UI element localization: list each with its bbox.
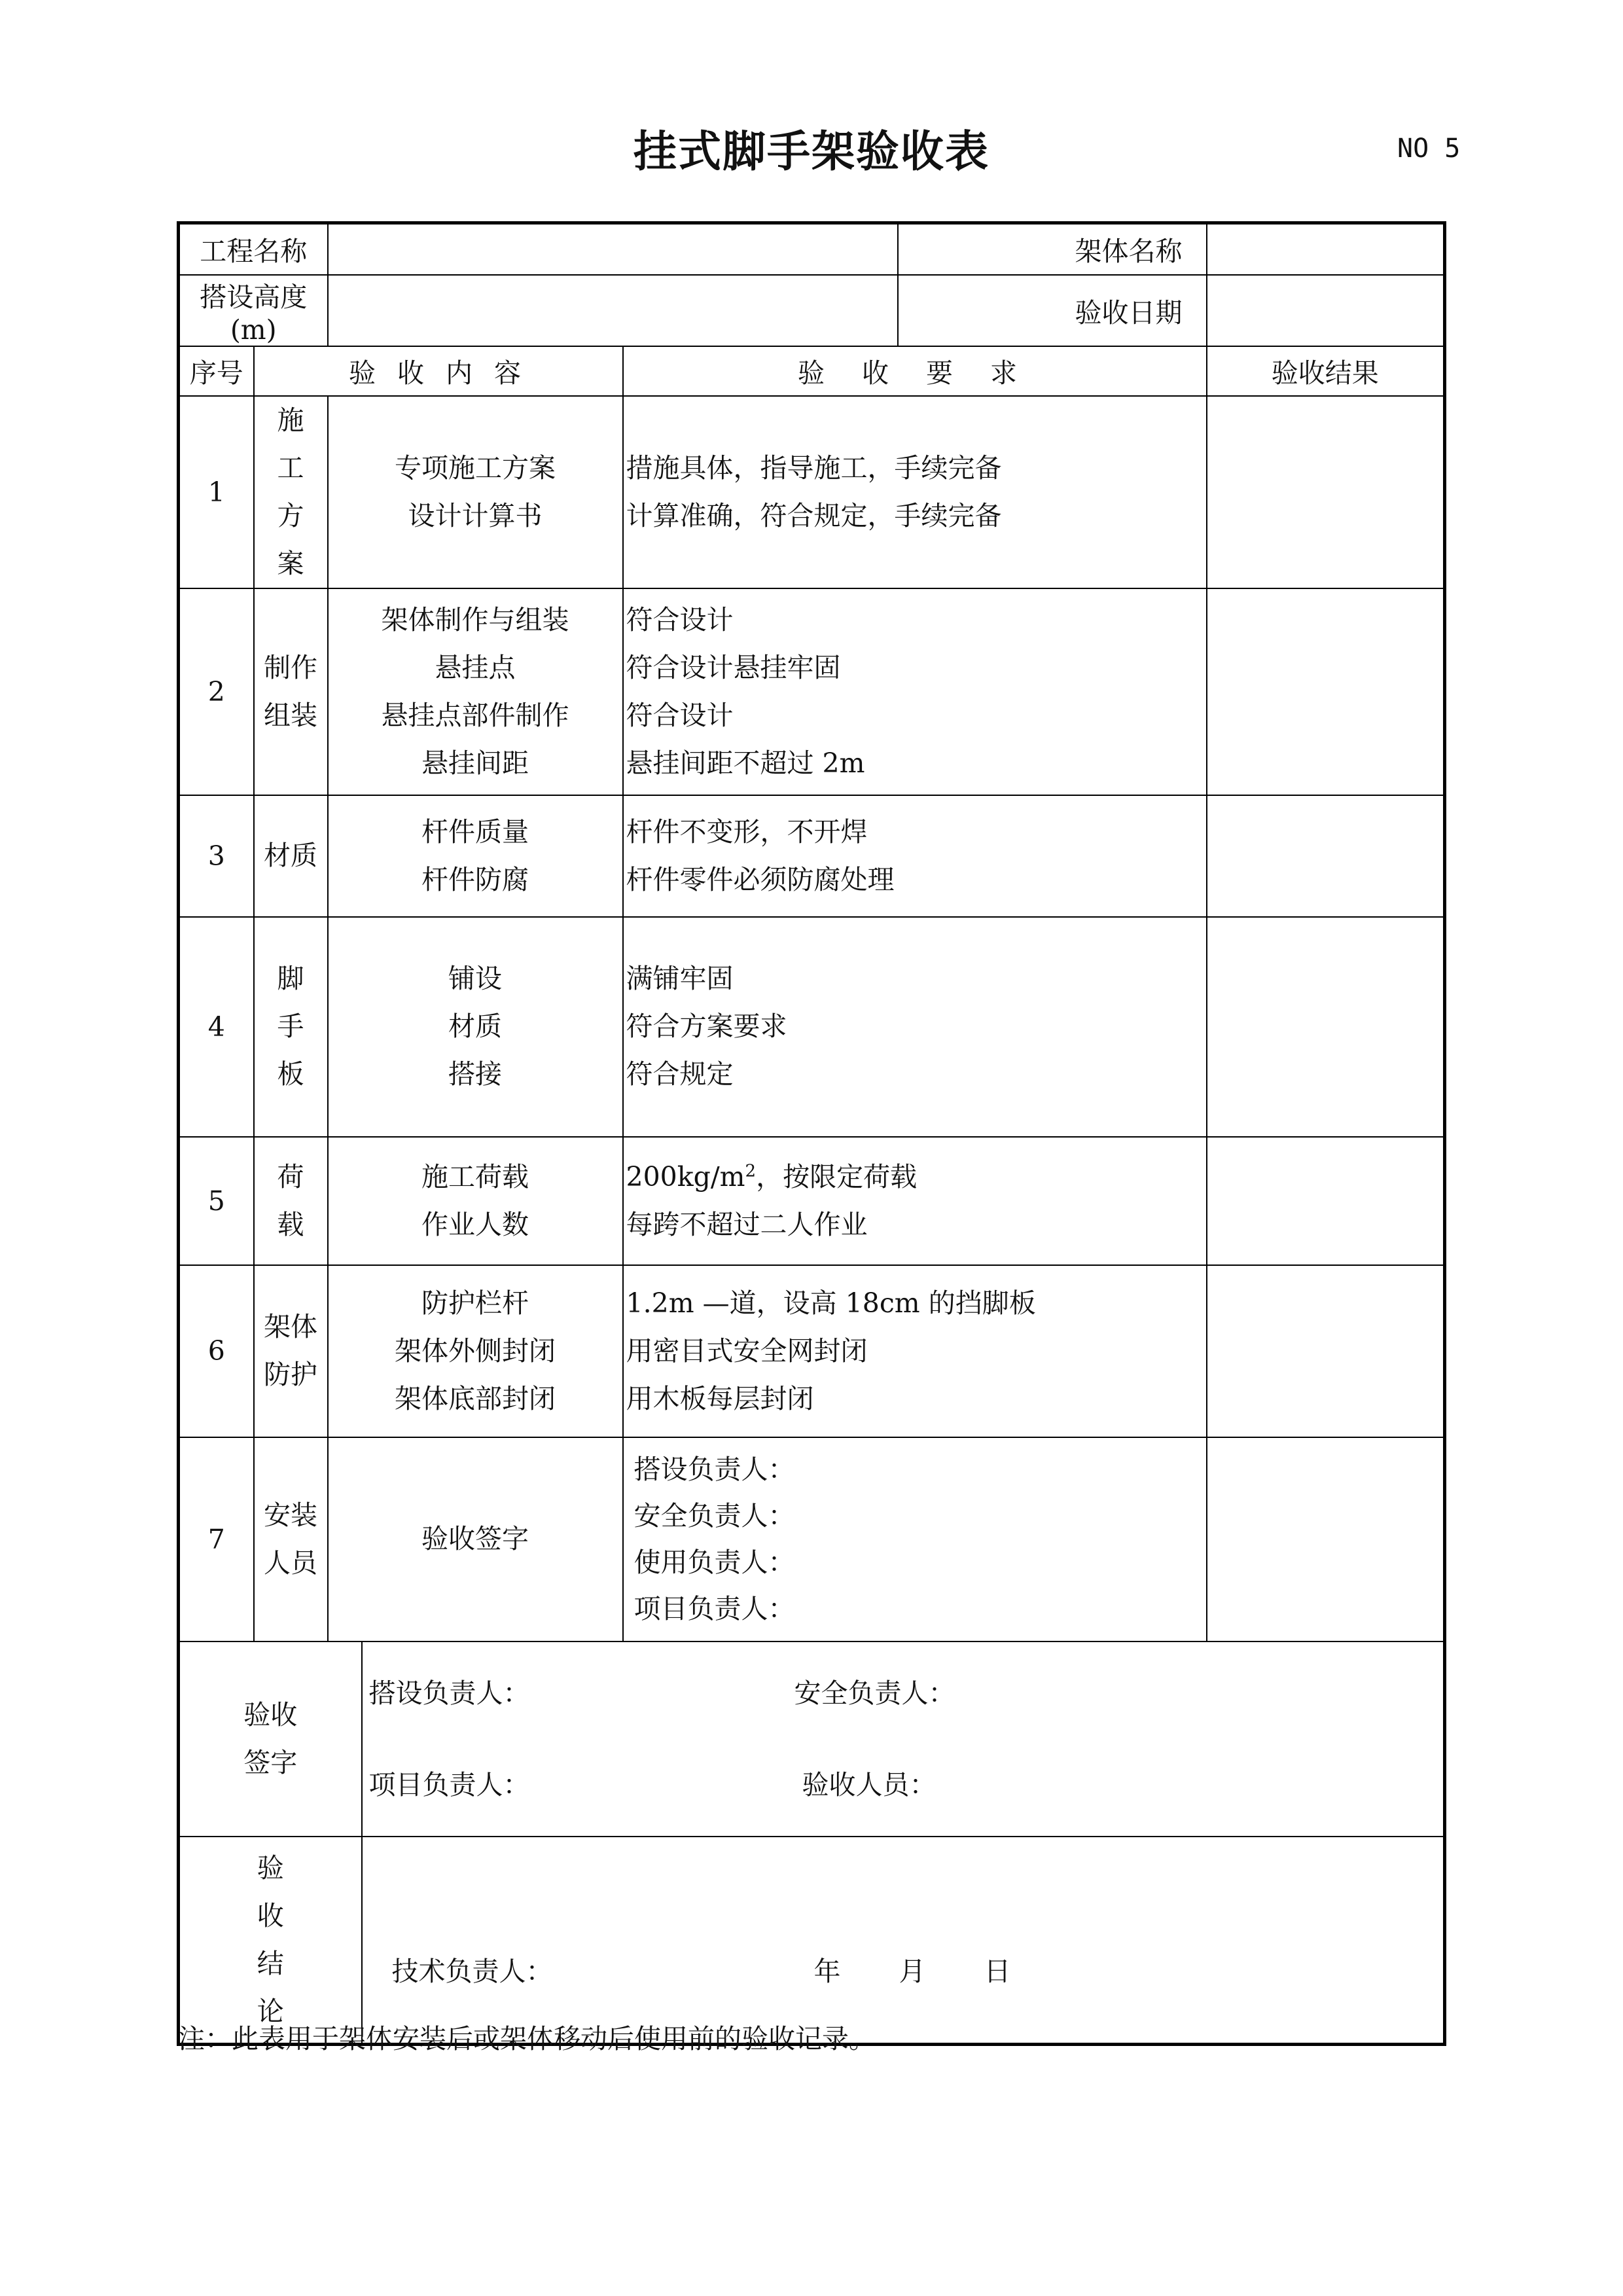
row-items: 验收签字: [328, 1437, 623, 1641]
row-items: 专项施工方案 设计计算书: [328, 396, 623, 588]
row-category: 荷 载: [254, 1137, 328, 1265]
row-requirements: 符合设计 符合设计悬挂牢固 符合设计 悬挂间距不超过 2m: [623, 588, 1207, 795]
row-requirements: 搭设负责人： 安全负责人： 使用负责人： 项目负责人：: [623, 1437, 1207, 1641]
date-label: 验收日期: [1075, 296, 1183, 329]
footnote: 注：此表用于架体安装后或架体移动后使用前的验收记录。: [178, 2023, 876, 2054]
row-category: 安装 人员: [254, 1437, 328, 1641]
row-items: 防护栏杆 架体外侧封闭 架体底部封闭: [328, 1265, 623, 1437]
project-name-label: 工程名称: [179, 223, 328, 275]
signature-area: [362, 1641, 1445, 1837]
conclusion-area: [362, 1837, 1445, 2045]
load-requirement: $200kg/m^2$，按限定荷载: [626, 1160, 918, 1193]
row-category: 脚 手 板: [254, 917, 328, 1137]
row-items: 施工荷载 作业人数: [328, 1137, 623, 1265]
table-row: [179, 588, 1445, 795]
tech-lead-signature[interactable]: 技术负责人：: [391, 1956, 553, 1988]
row-items: 铺设 材质 搭接: [328, 917, 623, 1137]
row-category: 制作 组装: [254, 588, 328, 795]
row-category: 架体 防护: [254, 1265, 328, 1437]
row-requirements: 杆件不变形，不开焊 杆件零件必须防腐处理: [623, 795, 1207, 917]
table-row: [179, 1437, 1445, 1641]
height-field[interactable]: [328, 275, 898, 346]
safety-lead-signature[interactable]: 安全负责人：: [794, 1677, 955, 1709]
table-row: [179, 1137, 1445, 1265]
row-result-field[interactable]: [1207, 1137, 1445, 1265]
year-field[interactable]: 年: [813, 1956, 841, 1988]
row-seq: 1: [179, 396, 254, 588]
row-seq: 3: [179, 795, 254, 917]
row-result-field[interactable]: [1207, 396, 1445, 588]
conclusion-row: [179, 1837, 1445, 2045]
row-result-field[interactable]: [1207, 917, 1445, 1137]
row-seq: 2: [179, 588, 254, 795]
frame-name-field[interactable]: [1207, 223, 1445, 275]
row-result-field[interactable]: [1207, 588, 1445, 795]
row-requirements: 措施具体，指导施工，手续完备 计算准确，符合规定，手续完备: [623, 396, 1207, 588]
row-requirements: $200kg/m^2$，按限定荷载 每跨不超过二人作业: [623, 1137, 1207, 1265]
row-seq: 6: [179, 1265, 254, 1437]
signature-row: [179, 1641, 1445, 1837]
table-row: [179, 1265, 1445, 1437]
signature-label: 验收 签字: [179, 1641, 362, 1837]
header-row-height: [179, 275, 1445, 346]
row-result-field[interactable]: [1207, 1265, 1445, 1437]
col-result-header: 验收结果: [1207, 346, 1445, 396]
erect-lead-signature[interactable]: 搭设负责人：: [368, 1677, 530, 1709]
month-field[interactable]: 月: [899, 1956, 926, 1988]
row-items: 杆件质量 杆件防腐: [328, 795, 623, 917]
col-requirement-header: 验 收 要 求: [623, 346, 1207, 396]
height-label: 搭设高度(m): [179, 275, 328, 346]
col-content-header: 验 收 内 容: [254, 346, 623, 396]
table-row: [179, 795, 1445, 917]
row-category: 材质: [254, 795, 328, 917]
date-field[interactable]: [1207, 275, 1445, 346]
row-result-field[interactable]: [1207, 1437, 1445, 1641]
row-requirements: 满铺牢固 符合方案要求 符合规定: [623, 917, 1207, 1137]
form-title: 挂式脚手架验收表: [633, 126, 990, 177]
row-result-field[interactable]: [1207, 795, 1445, 917]
row-seq: 5: [179, 1137, 254, 1265]
header-row-project: [179, 223, 1445, 275]
row-seq: 7: [179, 1437, 254, 1641]
table-row: [179, 917, 1445, 1137]
project-lead-signature[interactable]: 项目负责人：: [368, 1768, 530, 1801]
conclusion-label: 验 收 结 论: [179, 1837, 362, 2045]
column-header-row: [179, 346, 1445, 396]
project-name-field[interactable]: [328, 223, 898, 275]
row-seq: 4: [179, 917, 254, 1137]
frame-name-label: 架体名称: [1075, 236, 1183, 268]
row-category: 施 工 方 案: [254, 396, 328, 588]
row-requirements: 1.2m —道，设高 18cm 的挡脚板 用密目式安全网封闭 用木板每层封闭: [623, 1265, 1207, 1437]
form-number: NO 5: [1397, 134, 1461, 164]
row-items: 架体制作与组装 悬挂点 悬挂点部件制作 悬挂间距: [328, 588, 623, 795]
day-field[interactable]: 日: [984, 1956, 1011, 1988]
inspection-table: [177, 221, 1446, 2046]
table-row: [179, 396, 1445, 588]
inspector-signature[interactable]: 验收人员：: [802, 1768, 936, 1801]
col-seq-header: 序号: [179, 346, 254, 396]
